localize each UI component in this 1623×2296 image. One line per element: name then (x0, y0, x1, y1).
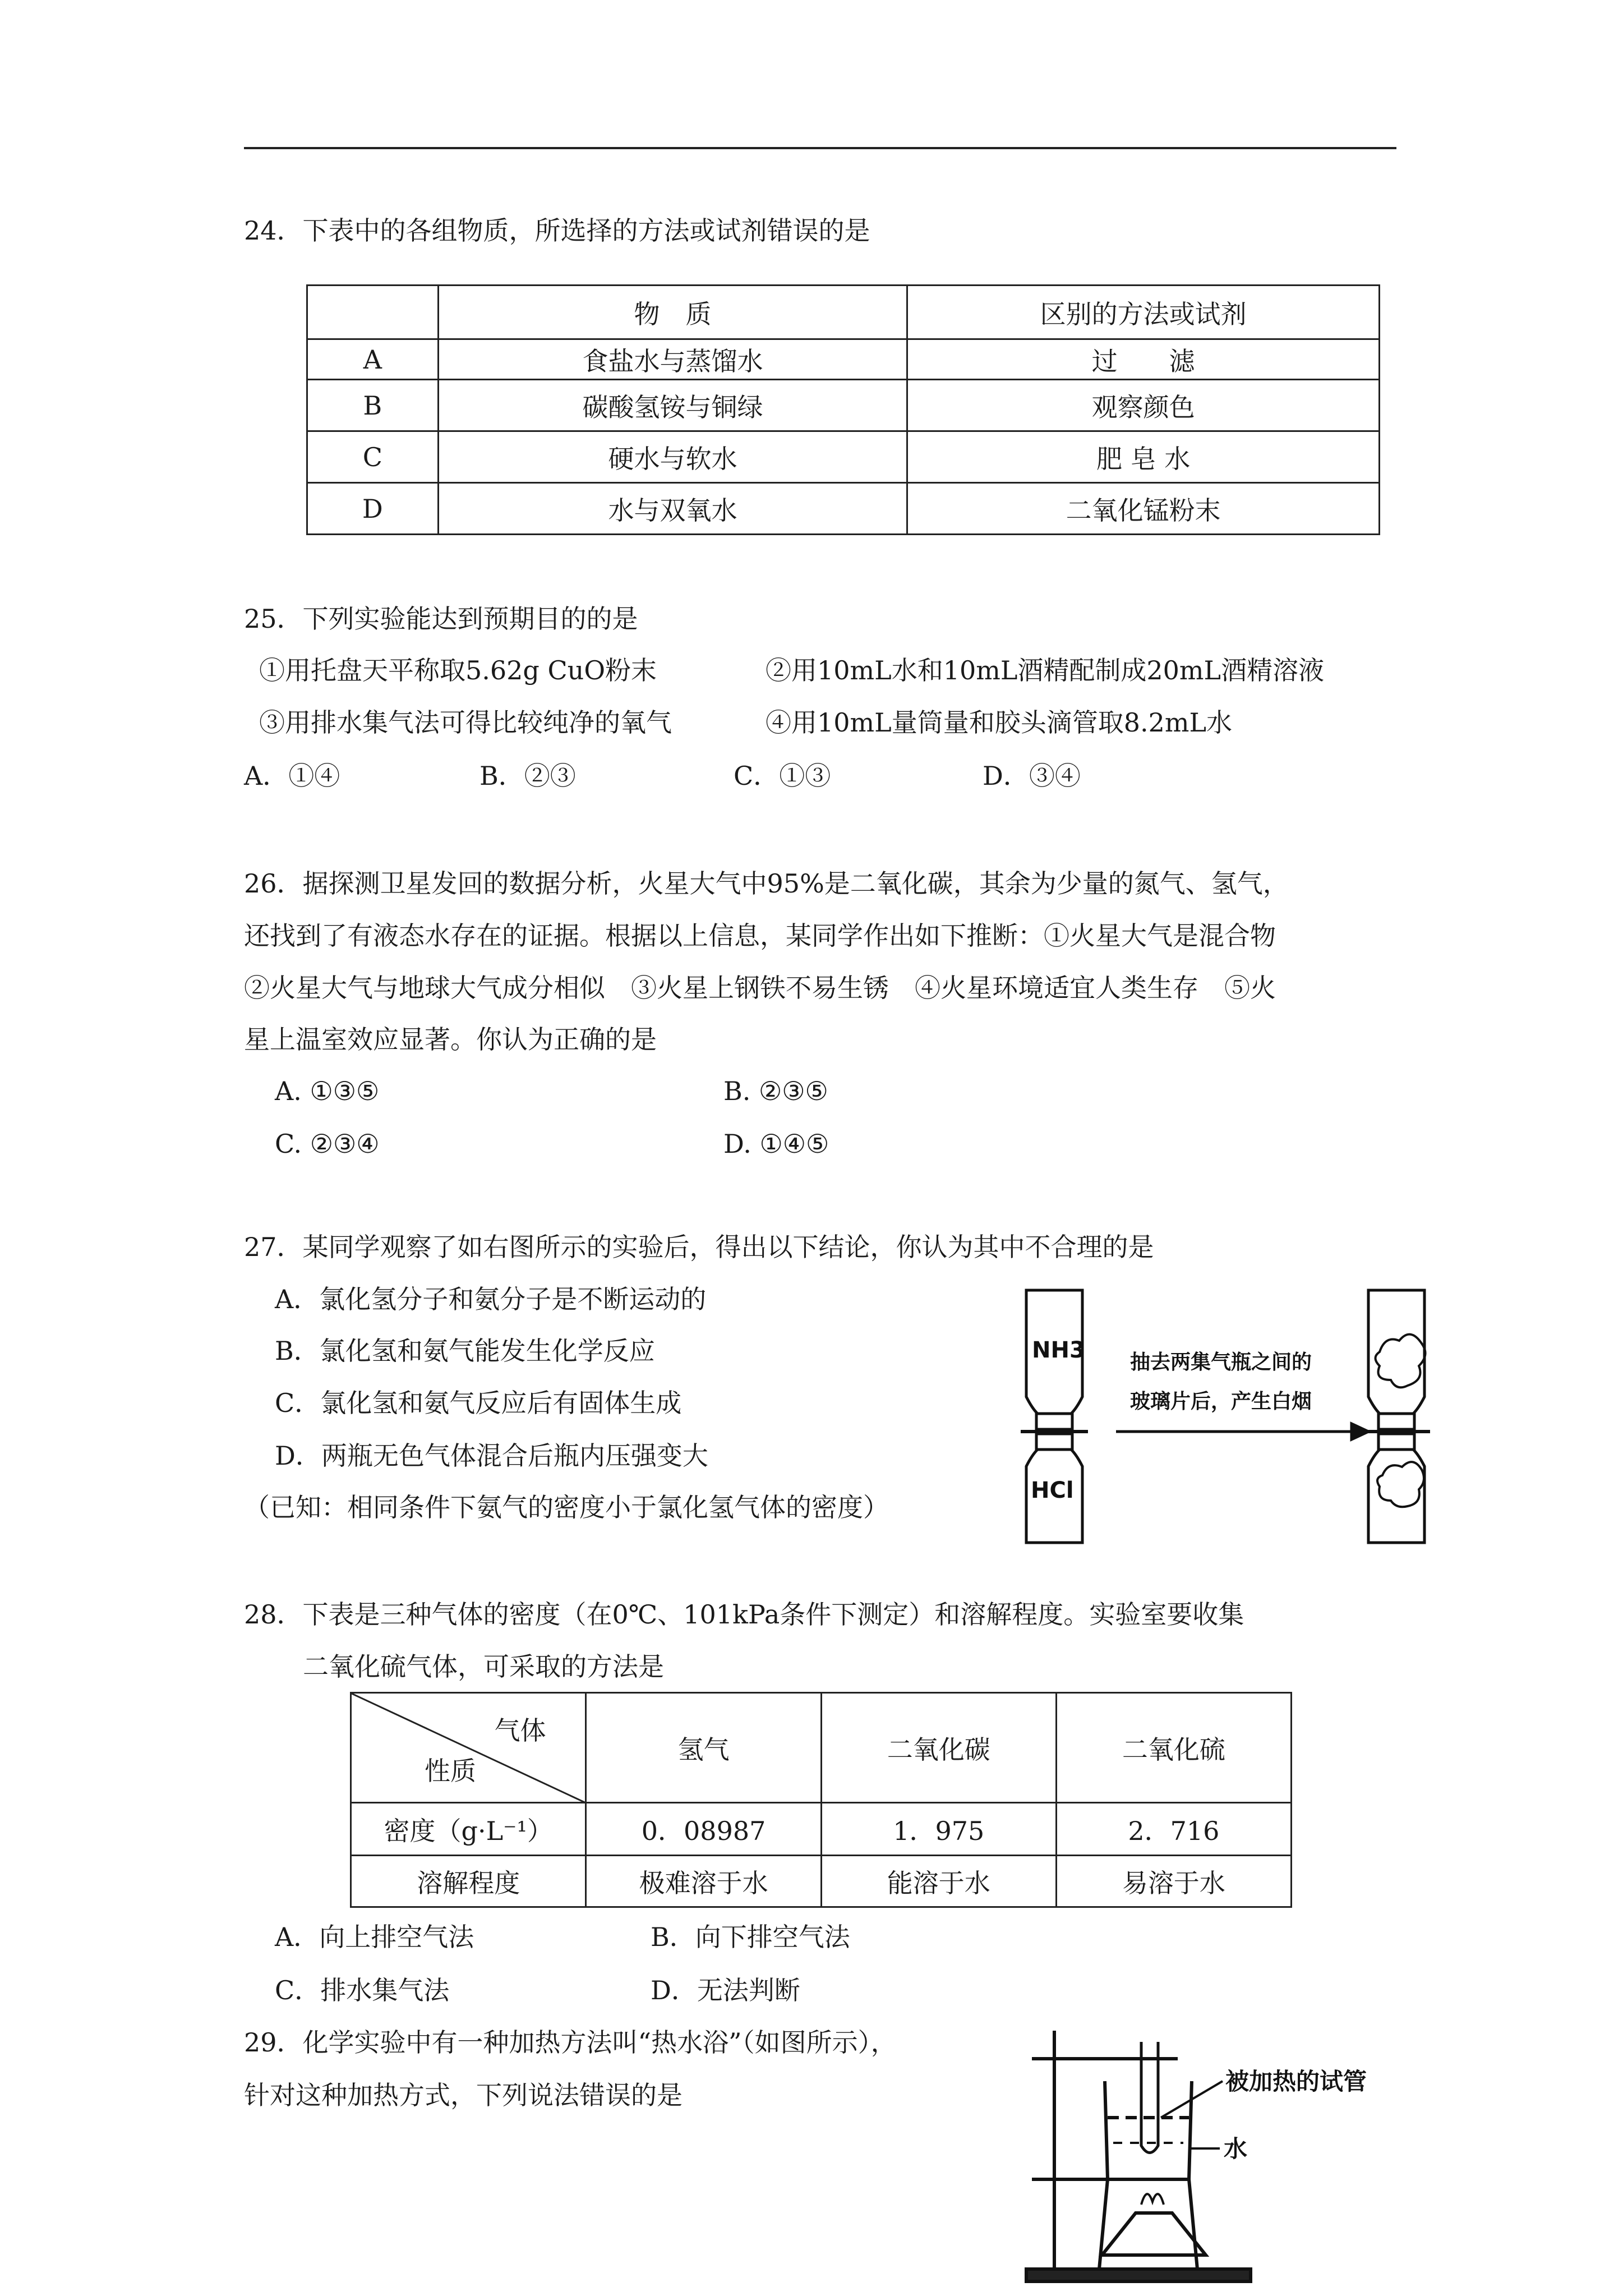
hcl-label: HCl (1031, 1478, 1074, 1503)
q24-row-a-method: 过 滤 (907, 339, 1380, 380)
q24-table (306, 284, 1380, 535)
q24-row-c-method: 肥 皂 水 (907, 431, 1380, 483)
q24-row-d-method: 二氧化锰粉末 (907, 483, 1380, 535)
q27-note: （已知：相同条件下氨气的密度小于氯化氢气体的密度） (244, 1492, 889, 1522)
q24-header-substance: 物 质 (438, 286, 907, 339)
q25-item-2: ②用10mL水和10mL酒精配制成20mL酒精溶液 (766, 655, 1325, 685)
q27-option-b: B．氯化氢和氨气能发生化学反应 (275, 1336, 655, 1366)
q25-item-1: ①用托盘天平称取5.62g CuO粉末 (259, 655, 657, 685)
q25-option-b: B．②③ (479, 761, 576, 791)
q28-gas-co2: 二氧化碳 (821, 1693, 1056, 1803)
q25-stem: 25．下列实验能达到预期目的的是 (244, 604, 638, 634)
q24-row-d-substance: 水与双氧水 (438, 483, 907, 535)
q28-gas-hydrogen: 氢气 (586, 1693, 821, 1803)
q26-line-3: ②火星大气与地球大气成分相似 ③火星上钢铁不易生锈 ④火星环境适宜人类生存 ⑤火 (244, 973, 1276, 1003)
q25-item-4: ④用10mL量筒量和胶头滴管取8.2mL水 (766, 707, 1233, 738)
q24-row-a-label: A (307, 339, 439, 380)
q25-option-c: C．①③ (734, 761, 831, 791)
q28-stem-line-2: 二氧化硫气体，可采取的方法是 (303, 1651, 664, 1682)
q26-line-1: 26．据探测卫星发回的数据分析，火星大气中95%是二氧化碳，其余为少量的氮气、氢气， (244, 868, 1289, 899)
q28-option-b: B．向下排空气法 (651, 1922, 850, 1952)
q28-stem-line-1: 28．下表是三种气体的密度（在0℃、101kPa条件下测定）和溶解程度。实验室要收集 (244, 1599, 1244, 1630)
q26-option-c: C. ②③④ (275, 1129, 380, 1159)
q24-row-d-label: D (307, 483, 439, 535)
water-label: 水 (1224, 2135, 1248, 2162)
q28-option-d: D．无法判断 (651, 1975, 800, 2005)
q24-row-a-substance: 食盐水与蒸馏水 (438, 339, 907, 380)
q24-row-b-substance: 碳酸氢铵与铜绿 (438, 380, 907, 431)
q24-stem: 24．下表中的各组物质，所选择的方法或试剂错误的是 (244, 215, 870, 246)
q25-item-3: ③用排水集气法可得比较纯净的氧气 (259, 707, 672, 738)
q28-gas-so2: 二氧化硫 (1056, 1693, 1291, 1803)
q24-row-c-label: C (307, 431, 439, 483)
q26-line-2: 还找到了有液态水存在的证据。根据以上信息，某同学作出如下推断：①火星大气是混合物 (244, 921, 1276, 951)
q27-stem: 27．某同学观察了如右图所示的实验后，得出以下结论，你认为其中不合理的是 (244, 1232, 1154, 1262)
water-bath-figure (993, 2019, 1396, 2289)
q28-solubility-so2: 易溶于水 (1056, 1856, 1291, 1907)
header-rule (244, 147, 1396, 149)
q29-line-1: 29．化学实验中有一种加热方法叫“热水浴”（如图所示）， (244, 2027, 897, 2058)
q26-option-d: D. ①④⑤ (723, 1129, 829, 1159)
q28-density-label: 密度（g·L⁻¹） (351, 1803, 586, 1856)
q26-option-b: B. ②③⑤ (723, 1076, 828, 1106)
q24-row-c-substance: 硬水与软水 (438, 431, 907, 483)
q28-solubility-co2: 能溶于水 (821, 1856, 1056, 1907)
q28-table (350, 1692, 1292, 1908)
tube-label: 被加热的试管 (1225, 2068, 1367, 2095)
q28-density-hydrogen: 0．08987 (586, 1803, 821, 1856)
arrow-text-line-1: 抽去两集气瓶之间的 (1130, 1351, 1312, 1374)
alcohol-burner (1102, 2213, 1206, 2255)
q27-option-a: A．氯化氢分子和氨分子是不断运动的 (275, 1284, 707, 1314)
q27-option-c: C．氯化氢和氨气反应后有固体生成 (275, 1388, 682, 1418)
beaker (1105, 2081, 1192, 2179)
q26-line-4: 星上温室效应显著。你认为正确的是 (244, 1024, 657, 1055)
q24-row-b-method: 观察颜色 (907, 380, 1380, 431)
q28-corner-bottom: 性质 (425, 1756, 476, 1786)
q28-corner-top: 气体 (494, 1715, 546, 1746)
q25-option-d: D．③④ (983, 761, 1081, 791)
q24-header-empty (307, 286, 439, 339)
q25-option-a: A．①④ (244, 761, 340, 791)
gas-bottles-figure (1021, 1285, 1447, 1548)
q28-option-c: C．排水集气法 (275, 1975, 450, 2005)
q24-row-b-label: B (307, 380, 439, 431)
q28-solubility-hydrogen: 极难溶于水 (586, 1856, 821, 1907)
q28-option-a: A．向上排空气法 (275, 1922, 474, 1952)
q28-solubility-label: 溶解程度 (351, 1856, 586, 1907)
q26-option-a: A. ①③⑤ (275, 1076, 380, 1106)
q27-option-d: D．两瓶无色气体混合后瓶内压强变大 (275, 1441, 708, 1471)
q29-line-2: 针对这种加热方式，下列说法错误的是 (244, 2080, 683, 2110)
q28-density-so2: 2．716 (1056, 1803, 1291, 1856)
arrow-text-line-2: 玻璃片后，产生白烟 (1130, 1390, 1312, 1413)
q28-density-co2: 1．975 (821, 1803, 1056, 1856)
nh3-label: NH3 (1032, 1337, 1085, 1363)
q24-header-method: 区别的方法或试剂 (907, 286, 1380, 339)
q28-corner-cell (351, 1693, 586, 1803)
